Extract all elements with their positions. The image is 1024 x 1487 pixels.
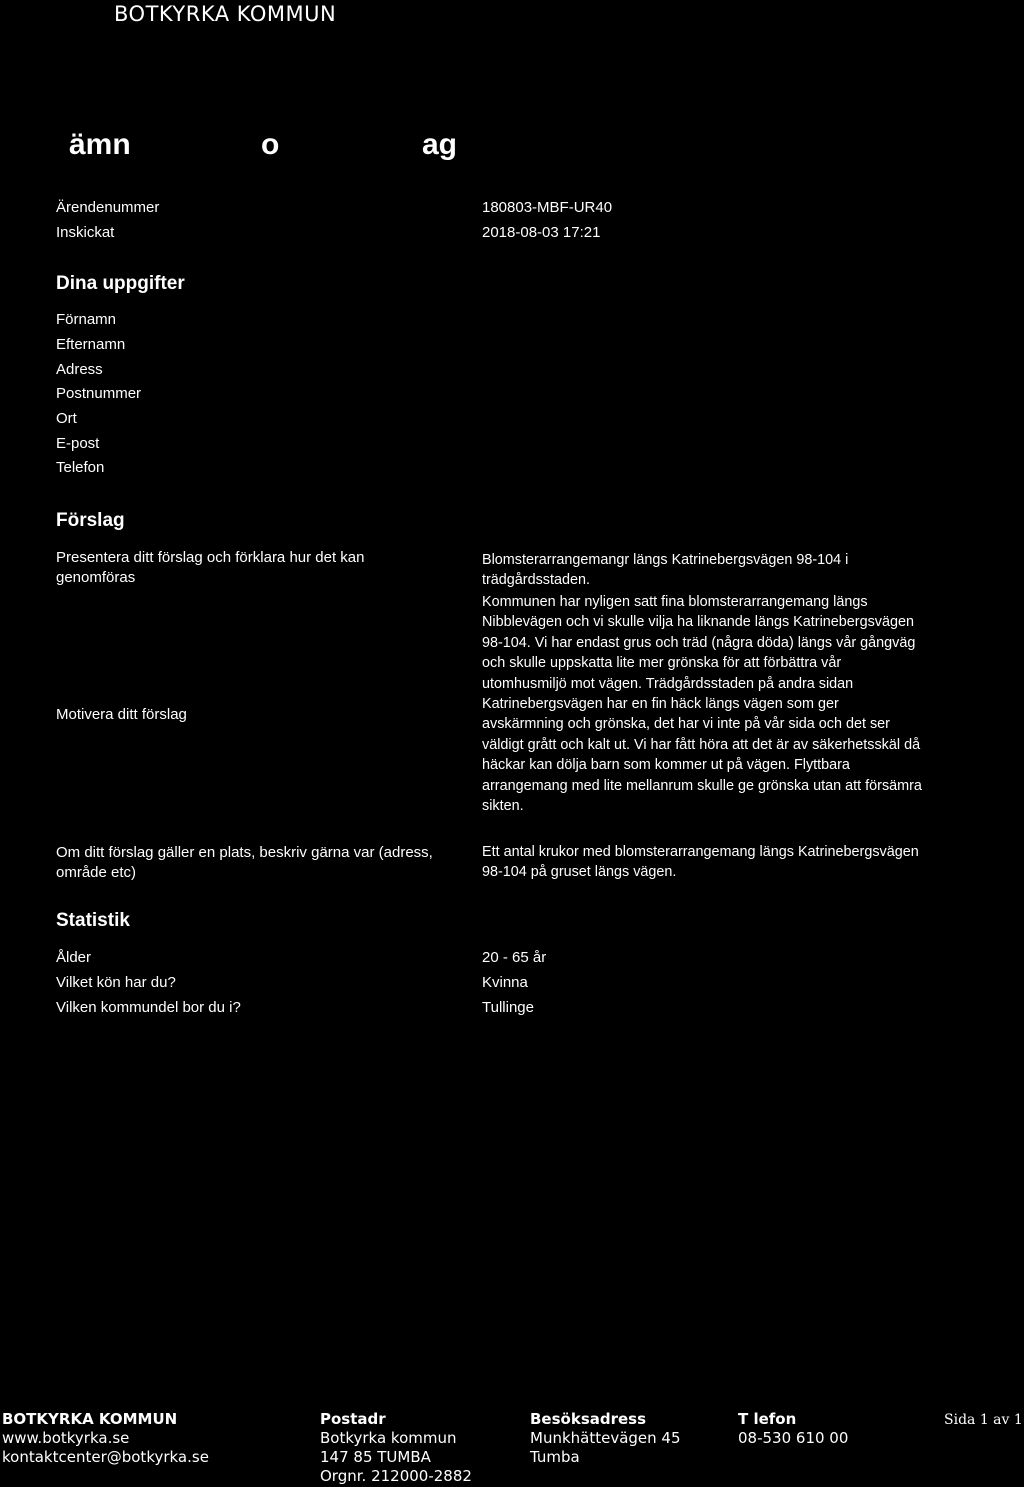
question-label-presentera: Presentera ditt förslag och förklara hur det kan genomföras [56, 549, 365, 586]
answer-plats: Ett antal krukor med blomsterarrangemang längs Katrinebergsvägen 98-104 på gruset längs vägen. [482, 844, 919, 881]
answer-motivera: Kommunen har nyligen satt fina blomsterarrangemang längs Nibblevägen och vi skulle vilja ha liknande längs Katrinebergsvägen 98-104. Vi har endast grus och träd (några döda) längs vår gångväg och skulle uppskatta lite mer grönska för att förbättra vår utomhusmiljö mot vägen. Trädgårdsstaden på andra sidan Katrinebergsvägen har en fin häck längs vägen som ger avskärmning och grönska, det har vi inte på vår sida och det ser väldigt grått och kalt ut. Vi har fått höra att det är av säkerhetsskäl då häckar kan dölja barn som kommer ut på vägen. Flyttbara arrangemang med lite mellanrum skulle ge grönska utan att försämra sikten. [482, 594, 922, 815]
footer-besoksadress-heading: Besöksadress [530, 1410, 647, 1428]
footer-postadr-line: 147 85 TUMBA [320, 1448, 431, 1466]
stat-value-kon: Kvinna [482, 974, 528, 991]
section-heading-forslag: Förslag [56, 510, 125, 531]
title-fragment-2: o [261, 128, 280, 161]
footer-postadr-line: Botkyrka kommun [320, 1429, 457, 1447]
footer-besoksadress-line: Munkhättevägen 45 [530, 1429, 681, 1447]
stat-label-kon: Vilket kön har du? [56, 974, 176, 991]
stat-label-kommundel: Vilken kommundel bor du i? [56, 999, 241, 1016]
footer-telefon-heading: T lefon [738, 1410, 797, 1428]
stat-label-alder: Ålder [56, 949, 92, 966]
submitted-label: Inskickat [56, 224, 115, 241]
stat-value-alder: 20 - 65 år [482, 949, 547, 966]
footer-postadr-block [320, 1410, 472, 1486]
field-label-efternamn: Efternamn [56, 336, 126, 353]
field-label-adress: Adress [56, 361, 103, 378]
section-heading-statistik: Statistik [56, 910, 130, 931]
footer-besoksadress-line: Tumba [530, 1448, 580, 1466]
case-number-value: 180803-MBF-UR40 [482, 199, 613, 216]
question-label-motivera: Motivera ditt förslag [56, 706, 187, 723]
field-label-ort: Ort [56, 410, 77, 427]
question-label-plats: Om ditt förslag gäller en plats, beskriv gärna var (adress, område etc) [56, 844, 433, 881]
header-organization: BOTKYRKA KOMMUN [114, 2, 337, 26]
page-number: Sida 1 av 1 [944, 1412, 1023, 1428]
footer-org-heading: BOTKYRKA KOMMUN [2, 1410, 178, 1428]
stat-value-kommundel: Tullinge [482, 999, 534, 1016]
footer-orgnr: Orgnr. 212000-2882 [320, 1467, 472, 1485]
title-fragment-1: ämn [69, 128, 131, 161]
footer-postadr-heading: Postadr [320, 1410, 386, 1428]
case-number-label: Ärendenummer [56, 199, 160, 216]
footer-website-link[interactable]: www.botkyrka.se [2, 1429, 130, 1447]
field-label-fornamn: Förnamn [56, 311, 117, 328]
section-heading-dina-uppgifter: Dina uppgifter [56, 273, 185, 294]
field-label-telefon: Telefon [56, 459, 105, 476]
footer-besoksadress-block [530, 1410, 681, 1467]
field-label-epost: E-post [56, 435, 100, 452]
field-label-postnummer: Postnummer [56, 385, 142, 402]
answer-presentera: Blomsterarrangemangr längs Katrinebergsvägen 98-104 i trädgårdsstaden. [482, 552, 849, 589]
footer-phone-number[interactable]: 08-530 610 00 [738, 1429, 849, 1447]
footer-telefon-block [738, 1410, 848, 1448]
submitted-value: 2018-08-03 17:21 [482, 224, 601, 241]
title-fragment-3: ag [422, 128, 458, 161]
footer-email-link[interactable]: kontaktcenter@botkyrka.se [2, 1448, 209, 1466]
footer-org-block [2, 1410, 209, 1467]
